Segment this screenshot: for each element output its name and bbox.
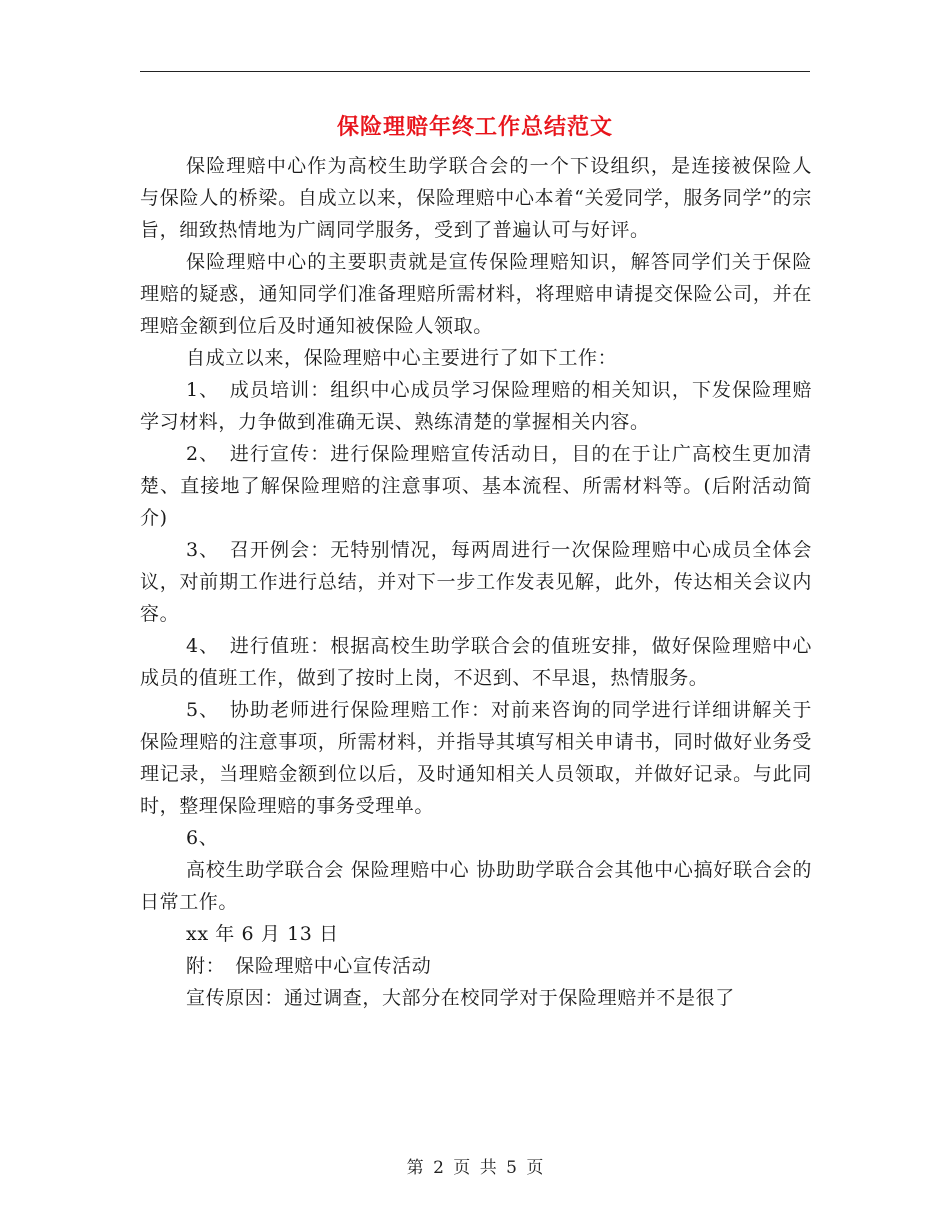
paragraph-reason: 宣传原因：通过调查，大部分在校同学对于保险理赔并不是很了 <box>186 987 735 1009</box>
paragraph-item-1: 1、 成员培训：组织中心成员学习保险理赔的相关知识，下发保险理赔学习材料，力争做到准确无误、熟练清楚的掌握相关内容。 <box>140 379 812 433</box>
paragraph-item-6: 6、 <box>186 827 219 849</box>
header-rule <box>140 71 810 72</box>
paragraph-item-2: 2、 进行宣传：进行保险理赔宣传活动日，目的在于让广高校生更加清楚、直接地了解保险理赔的注意事项、基本流程、所需材料等。(后附活动简介) <box>140 443 812 529</box>
paragraph-appendix: 附： 保险理赔中心宣传活动 <box>186 955 432 977</box>
page-number: 第 2 页 共 5 页 <box>406 1158 544 1178</box>
paragraph-date: xx 年 6 月 13 日 <box>186 923 339 945</box>
paragraph-intro: 保险理赔中心作为高校生助学联合会的一个下设组织，是连接被保险人与保险人的桥梁。自成立以来，保险理赔中心本着“关爱同学，服务同学”的宗旨，细致热情地为广阔同学服务，受到了普遍认可与好评。 <box>140 155 812 241</box>
paragraph-duties: 保险理赔中心的主要职责就是宣传保险理赔知识，解答同学们关于保险理赔的疑惑，通知同学们准备理赔所需材料，将理赔申请提交保险公司，并在理赔金额到位后及时通知被保险人领取。 <box>140 251 812 337</box>
paragraph-item-5: 5、 协助老师进行保险理赔工作：对前来咨询的同学进行详细讲解关于保险理赔的注意事项，所需材料，并指导其填写相关申请书，同时做好业务受理记录，当理赔金额到位以后，及时通知相关人员领取，并做好记录。与此同时，整理保险理赔的事务受理单。 <box>140 699 812 817</box>
paragraph-item-3: 3、 召开例会：无特别情况，每两周进行一次保险理赔中心成员全体会议，对前期工作进行总结，并对下一步工作发表见解，此外，传达相关会议内容。 <box>140 539 812 625</box>
paragraph-work-intro: 自成立以来，保险理赔中心主要进行了如下工作： <box>186 347 618 369</box>
document-body <box>140 150 812 1014</box>
document-title: 保险理赔年终工作总结范文 <box>336 114 613 140</box>
paragraph-item-6-detail: 高校生助学联合会 保险理赔中心 协助助学联合会其他中心搞好联合会的日常工作。 <box>140 859 812 913</box>
paragraph-item-4: 4、 进行值班：根据高校生助学联合会的值班安排，做好保险理赔中心成员的值班工作，做到了按时上岗，不迟到、不早退，热情服务。 <box>140 635 812 689</box>
